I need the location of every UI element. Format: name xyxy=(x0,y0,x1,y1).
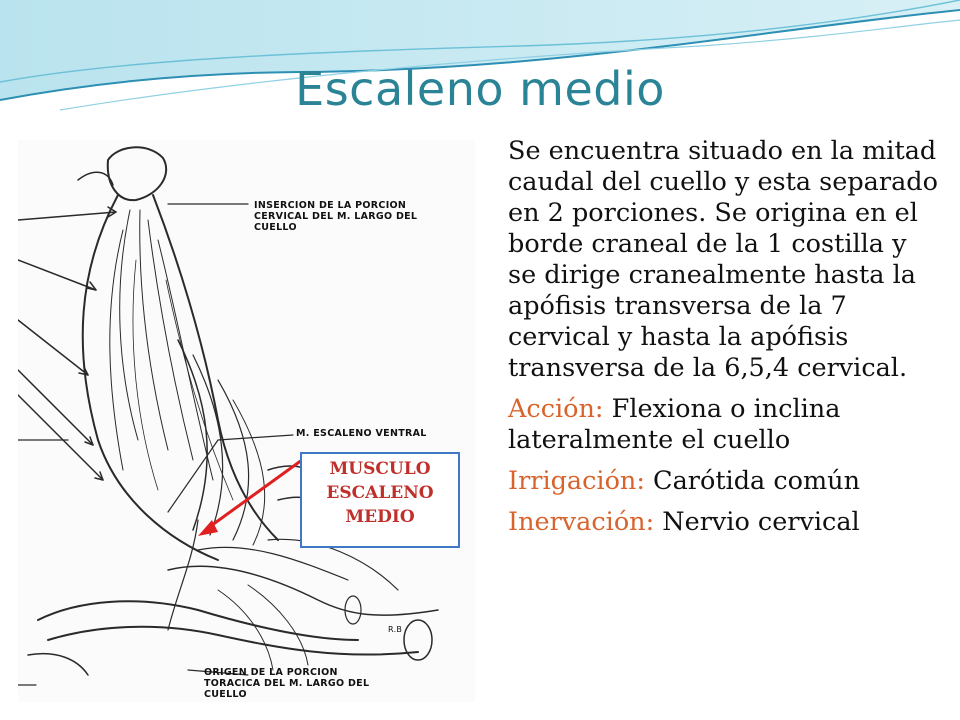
anatomy-illustration xyxy=(18,140,475,702)
callout-box: MUSCULO ESCALENO MEDIO xyxy=(300,452,460,548)
fact-label-irrigation: Irrigación: xyxy=(508,466,645,496)
fact-innervation xyxy=(508,507,938,538)
figure-label-middle: M. ESCALENO VENTRAL xyxy=(296,428,427,439)
fact-value-innervation: Nervio cervical xyxy=(654,507,860,537)
fact-label-action: Acción: xyxy=(508,394,604,424)
fact-value-irrigation: Carótida común xyxy=(644,466,861,496)
fact-irrigation xyxy=(508,466,938,497)
muscle-description: Se encuentra situado en la mitad caudal del cuello y esta separado en 2 porciones. Se origina en el borde craneal de la 1 costilla y se dirige cranealmente hasta la apófisis transversa de la 7 cervical y hasta la apófisis transversa de la 6,5,4 cervical. xyxy=(508,136,938,383)
fact-action xyxy=(508,394,938,456)
figure-signature: R.B xyxy=(388,625,403,634)
fact-value-action: Flexiona o inclina lateralmente el cuello xyxy=(508,394,841,455)
slide-title: Escaleno medio xyxy=(295,62,665,116)
slide-content xyxy=(508,136,938,548)
figure-label-bottom: ORIGEN DE LA PORCION TORACICA DEL M. LARGO DEL CUELLO xyxy=(204,667,370,700)
figure-label-top: INSERCION DE LA PORCION CERVICAL DEL M. LARGO DEL CUELLO xyxy=(254,200,418,233)
fact-label-innervation: Inervación: xyxy=(508,507,655,537)
